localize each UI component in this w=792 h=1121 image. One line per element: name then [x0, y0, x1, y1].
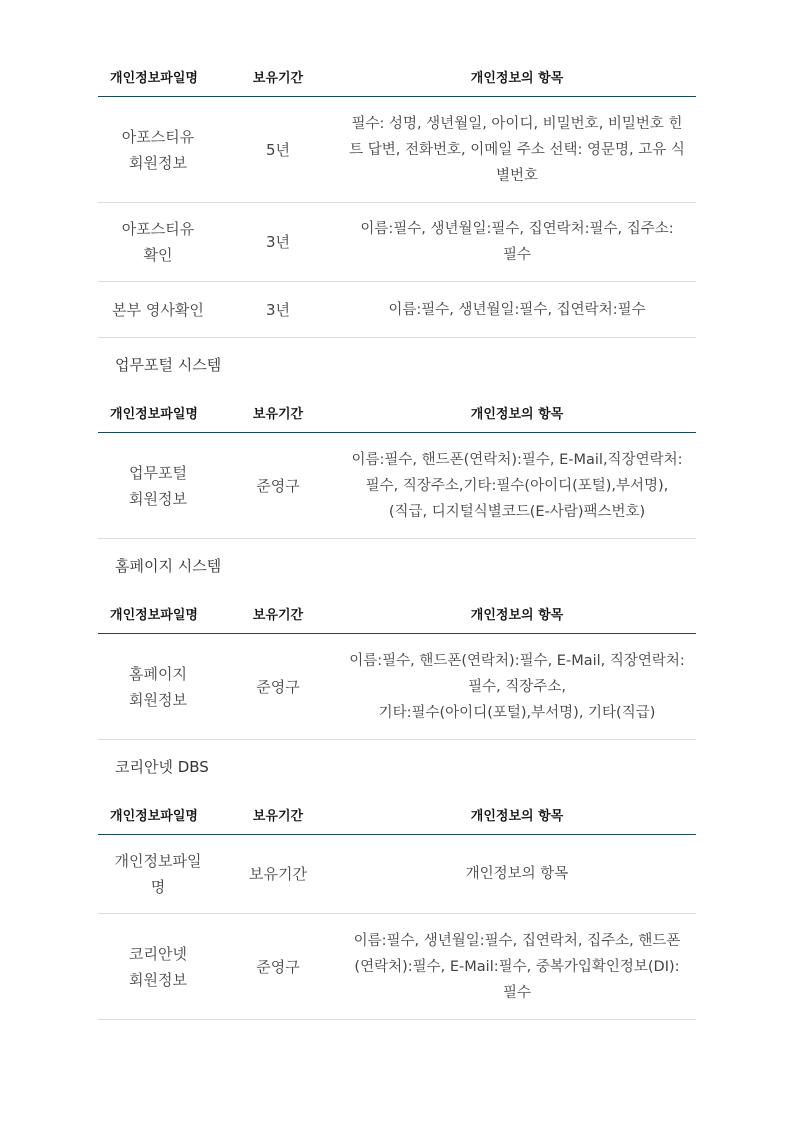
file-name: 홈페이지 회원정보	[129, 664, 187, 709]
header-file-name: 개인정보파일명	[98, 392, 218, 433]
section-title-work-portal: 업무포털 시스템	[115, 356, 222, 374]
table-header-row	[98, 593, 696, 634]
table-header-row	[98, 392, 696, 433]
retention-cell: 보유기간	[218, 835, 338, 914]
table-header-row	[98, 56, 696, 97]
privacy-table-homepage	[98, 593, 696, 740]
file-name-cell	[98, 97, 218, 203]
items-text: 이름:필수, 생년월일:필수, 집연락처, 집주소, 핸드폰 (연락처):필수, E-Mail:필수, 중복가입확인정보(DI): 필수	[353, 932, 681, 1001]
items-cell	[338, 433, 696, 539]
retention-cell: 준영구	[218, 634, 338, 740]
file-name: 본부 영사확인	[112, 300, 204, 319]
header-items: 개인정보의 항목	[338, 794, 696, 835]
items-text: 이름:필수, 생년월일:필수, 집연락처:필수, 집주소: 필수	[360, 221, 674, 263]
header-file-name: 개인정보파일명	[98, 593, 218, 634]
items-text: 이름:필수, 생년월일:필수, 집연락처:필수	[388, 301, 646, 318]
file-name-cell	[98, 914, 218, 1020]
file-name: 아포스티유 회원정보	[121, 127, 195, 172]
file-name-cell	[98, 835, 218, 914]
header-retention: 보유기간	[218, 593, 338, 634]
items-cell	[338, 835, 696, 914]
privacy-file-list	[98, 56, 696, 1020]
privacy-table-koreannet	[98, 794, 696, 1020]
table-row	[98, 433, 696, 539]
header-items: 개인정보의 항목	[338, 392, 696, 433]
table-row	[98, 835, 696, 914]
table-row	[98, 203, 696, 282]
file-name-cell	[98, 203, 218, 282]
header-file-name: 개인정보파일명	[98, 56, 218, 97]
file-name: 아포스티유 확인	[121, 220, 195, 264]
retention-cell: 3년	[218, 203, 338, 282]
items-cell	[338, 282, 696, 338]
table-row	[98, 914, 696, 1020]
items-cell	[338, 97, 696, 203]
retention-cell: 3년	[218, 282, 338, 338]
section-title-koreannet: 코리안넷 DBS	[115, 758, 209, 776]
header-items: 개인정보의 항목	[338, 56, 696, 97]
header-items: 개인정보의 항목	[338, 593, 696, 634]
privacy-table-work-portal	[98, 392, 696, 539]
section-title-homepage: 홈페이지 시스템	[115, 557, 222, 575]
items-cell	[338, 203, 696, 282]
file-name: 업무포털 회원정보	[129, 463, 187, 508]
file-name-cell	[98, 433, 218, 539]
header-retention: 보유기간	[218, 392, 338, 433]
header-retention: 보유기간	[218, 794, 338, 835]
table-row	[98, 282, 696, 338]
items-cell	[338, 634, 696, 740]
file-name: 개인정보파일 명	[114, 852, 202, 896]
items-text: 개인정보의 항목	[465, 866, 569, 882]
file-name: 코리안넷 회원정보	[129, 944, 187, 989]
retention-cell: 준영구	[218, 914, 338, 1020]
file-name-cell	[98, 634, 218, 740]
header-retention: 보유기간	[218, 56, 338, 97]
items-text: 필수: 성명, 생년월일, 아이디, 비밀번호, 비밀번호 힌트 답변, 전화번호, 이메일 주소 선택: 영문명, 고유 식별번호	[349, 115, 685, 184]
privacy-table-apostille	[98, 56, 696, 338]
retention-cell: 5년	[218, 97, 338, 203]
items-text: 이름:필수, 핸드폰(연락처):필수, E-Mail, 직장연락처: 필수, 직장주소, 기타:필수(아이디(포털),부서명), 기타(직급)	[349, 652, 685, 721]
items-cell	[338, 914, 696, 1020]
header-file-name: 개인정보파일명	[98, 794, 218, 835]
table-row	[98, 634, 696, 740]
file-name-cell	[98, 282, 218, 338]
table-header-row	[98, 794, 696, 835]
retention-cell: 준영구	[218, 433, 338, 539]
items-text: 이름:필수, 핸드폰(연락처):필수, E-Mail,직장연락처: 필수, 직장주소,기타:필수(아이디(포털),부서명), (직급, 디지털식별코드(E-사람)팩스번호)	[351, 451, 683, 520]
table-row	[98, 97, 696, 203]
